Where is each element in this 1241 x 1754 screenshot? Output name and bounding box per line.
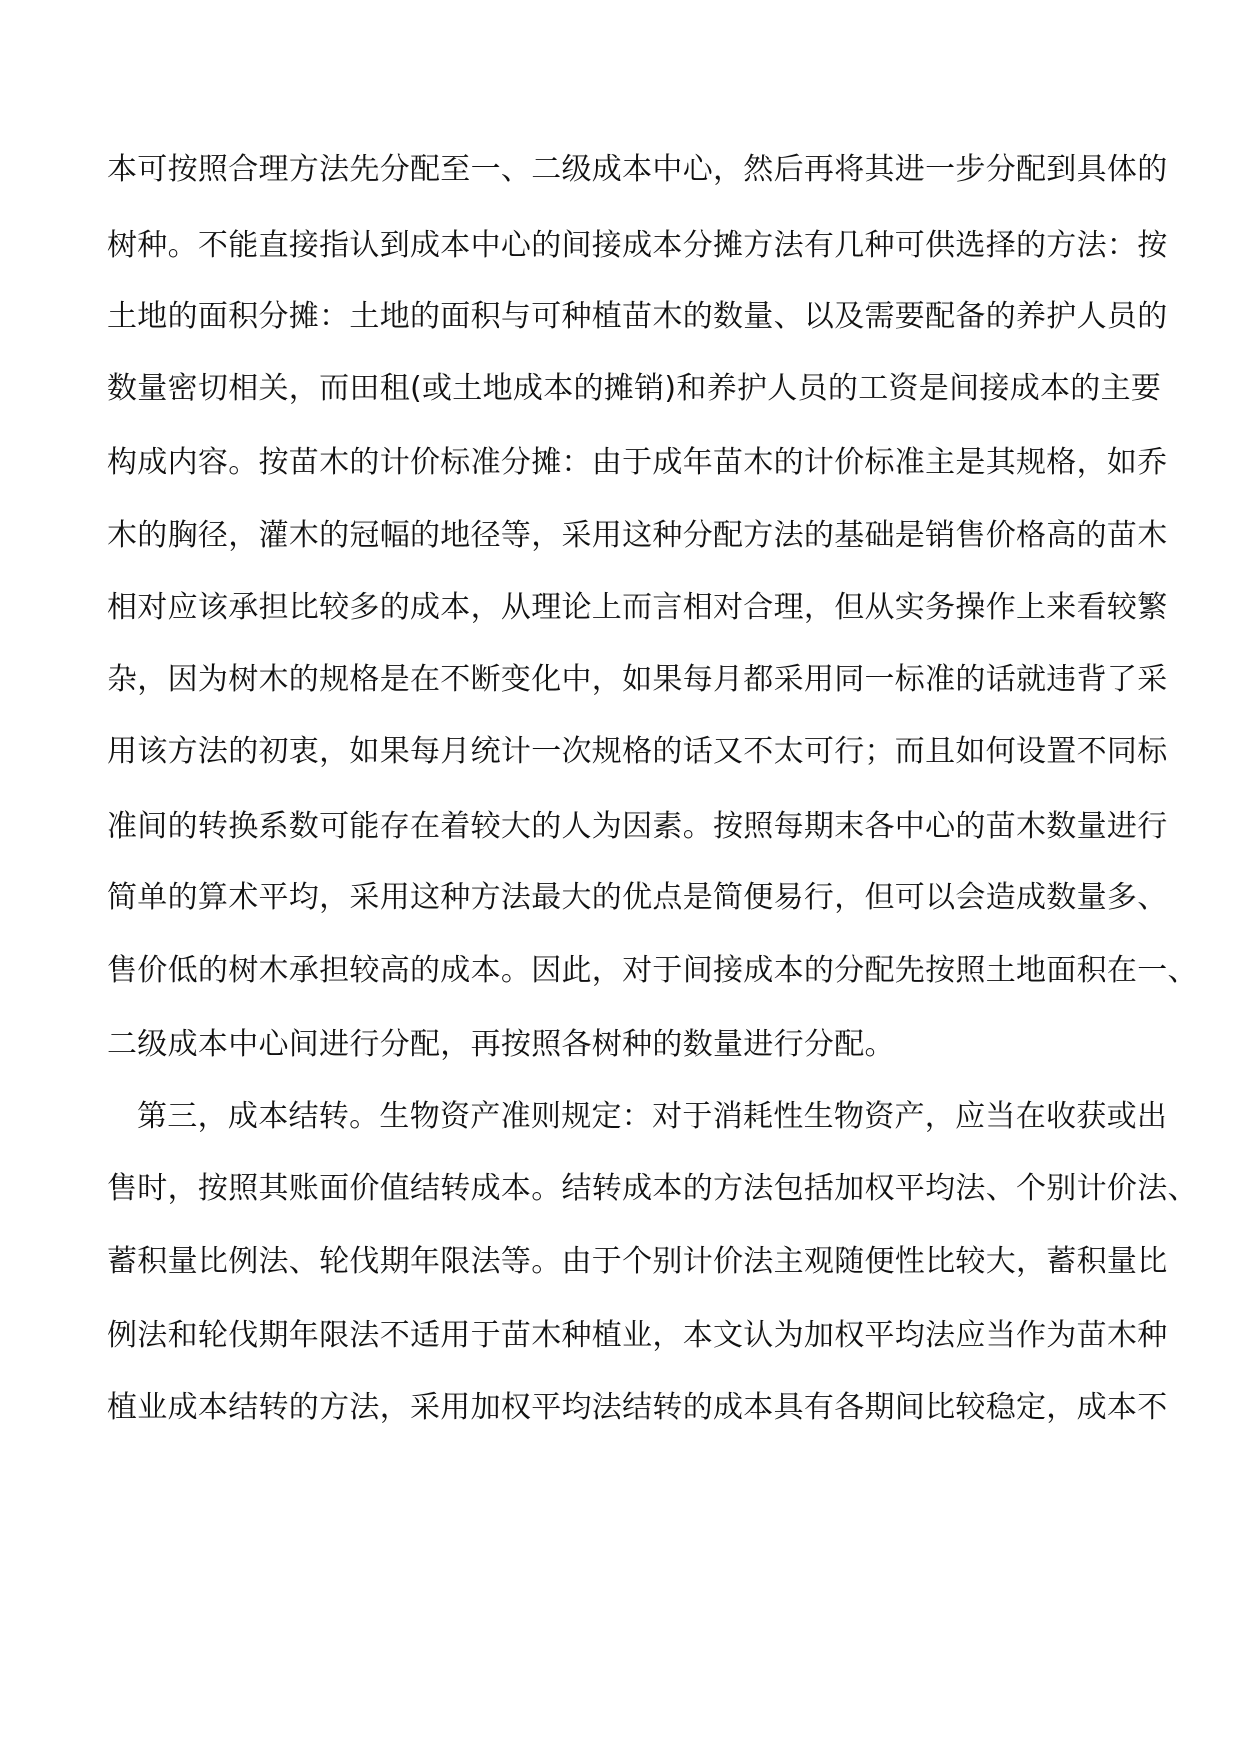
paragraph-first-line: 第三，成本结转。生物资产准则规定：对于消耗性生物资产，应当在收获或出 [137, 1099, 1168, 1134]
text-line: 植业成本结转的方法，采用加权平均法结转的成本具有各期间比较稳定，成本不 [107, 1390, 1168, 1425]
text-line: 用该方法的初衷，如果每月统计一次规格的话又不太可行；而且如何设置不同标 [107, 734, 1168, 769]
text-line: 蓄积量比例法、轮伐期年限法等。由于个别计价法主观随便性比较大，蓄积量比 [107, 1244, 1168, 1279]
text-line: 相对应该承担比较多的成本，从理论上而言相对合理，但从实务操作上来看较繁 [107, 590, 1168, 625]
text-line: 售时，按照其账面价值结转成本。结转成本的方法包括加权平均法、个别计价法、 [107, 1171, 1198, 1206]
text-line: 二级成本中心间进行分配，再按照各树种的数量进行分配。 [107, 1027, 895, 1062]
text-line: 数量密切相关，而田租(或土地成本的摊销)和养护人员的工资是间接成本的主要 [107, 371, 1162, 406]
text-line: 构成内容。按苗木的计价标准分摊：由于成年苗木的计价标准主是其规格，如乔 [107, 445, 1168, 480]
text-line: 简单的算术平均，采用这种方法最大的优点是简便易行，但可以会造成数量多、 [107, 880, 1168, 915]
text-line: 准间的转换系数可能存在着较大的人为因素。按照每期末各中心的苗木数量进行 [107, 809, 1168, 844]
text-line: 木的胸径，灌木的冠幅的地径等，采用这种分配方法的基础是销售价格高的苗木 [107, 518, 1168, 553]
text-line: 售价低的树木承担较高的成本。因此，对于间接成本的分配先按照土地面积在一、 [107, 953, 1198, 988]
text-line: 树种。不能直接指认到成本中心的间接成本分摊方法有几种可供选择的方法：按 [107, 228, 1168, 263]
text-line: 本可按照合理方法先分配至一、二级成本中心，然后再将其进一步分配到具体的 [107, 152, 1168, 187]
text-line: 例法和轮伐期年限法不适用于苗木种植业，本文认为加权平均法应当作为苗木种 [107, 1318, 1168, 1353]
text-line: 土地的面积分摊：土地的面积与可种植苗木的数量、以及需要配备的养护人员的 [107, 299, 1168, 334]
text-line: 杂，因为树木的规格是在不断变化中，如果每月都采用同一标准的话就违背了采 [107, 662, 1168, 697]
